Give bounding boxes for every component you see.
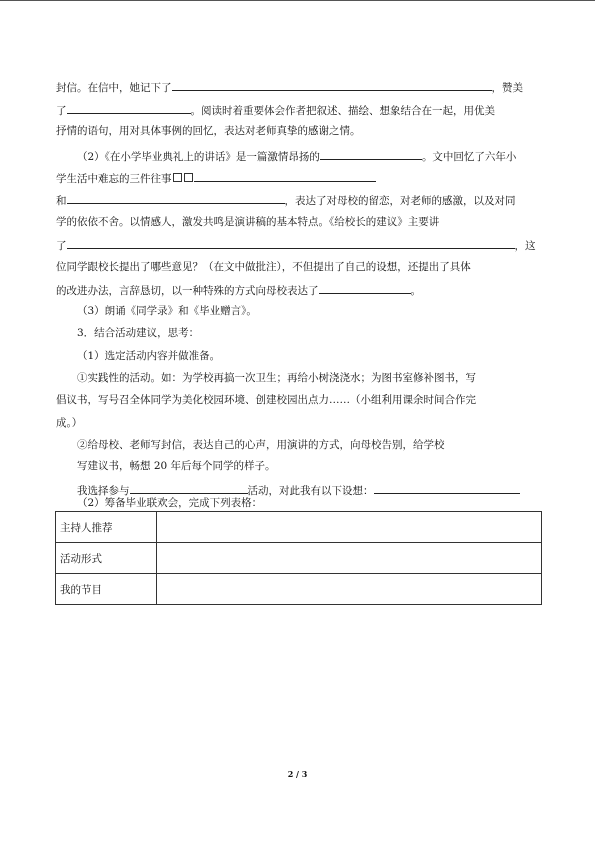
- table-row: [56, 543, 542, 574]
- text-segment: 的改进办法，言辞恳切，以一种特殊的方式向母校表达了: [56, 285, 319, 297]
- blank-box: [184, 173, 193, 182]
- table-answer-cell[interactable]: [157, 574, 542, 605]
- text-line-6: [56, 192, 516, 208]
- text-segment: ，赞美: [491, 82, 523, 94]
- text-line-15: 倡议书，写号召全体同学为美化校园环境、创建校园出点力……（小组利用课余时间合作完: [56, 394, 476, 406]
- text-line-20: （2）筹备毕业联欢会，完成下列表格：: [77, 497, 263, 509]
- text-segment: 和: [56, 195, 67, 207]
- table-row: [56, 574, 542, 605]
- text-segment: 封信。在信中，她记下了: [56, 82, 172, 94]
- fill-blank[interactable]: [67, 102, 191, 114]
- text-segment: ，表达了对母校的留恋，对老师的感激，以及对同: [284, 195, 516, 207]
- text-segment: 。文中回忆了六年小: [421, 151, 517, 163]
- page-number: 2 / 3: [287, 769, 308, 779]
- text-segment: 。阅读时着重要体会作者把叙述、描绘、想象结合在一起，用优美: [190, 105, 495, 117]
- text-line-2: [56, 102, 495, 118]
- table-answer-cell[interactable]: [157, 512, 542, 543]
- text-segment: ，这: [514, 240, 536, 252]
- text-segment: 学生活中难忘的三件往事: [56, 173, 172, 185]
- fill-blank[interactable]: [194, 170, 376, 182]
- fill-blank[interactable]: [320, 148, 422, 160]
- fill-blank[interactable]: [374, 482, 520, 494]
- text-line-13: （1）选定活动内容并做准备。: [77, 350, 221, 362]
- blank-box: [173, 173, 182, 182]
- text-line-8: [56, 237, 536, 253]
- text-line-4: [77, 148, 516, 164]
- text-line-12: 3．结合活动建议，思考：: [77, 327, 200, 339]
- fill-blank[interactable]: [67, 237, 515, 249]
- text-segment: 了: [56, 240, 67, 252]
- text-line-14: ①实践性的活动。如：为学校再搞一次卫生；再给小树浇浇水；为图书室修补图书，写: [77, 372, 476, 384]
- table-label-cell: 主持人推荐: [56, 512, 157, 543]
- table-label-cell: 我的节目: [56, 574, 157, 605]
- text-line-3: 抒情的语句，用对具体事例的回忆，表达对老师真挚的感谢之情。: [56, 125, 361, 137]
- page-top-border: [0, 0, 595, 1]
- text-line-9: 位同学跟校长提出了哪些意见？（在文中做批注），不但提出了自己的设想，还提出了具体: [56, 261, 471, 273]
- fill-blank[interactable]: [319, 282, 411, 294]
- text-line-16: 成。）: [56, 417, 83, 429]
- text-line-18: 写建议书，畅想 20 年后每个同学的样子。: [77, 460, 276, 472]
- text-line-5: [56, 170, 376, 186]
- table-answer-cell[interactable]: [157, 543, 542, 574]
- text-line-10: [56, 282, 421, 298]
- fill-blank[interactable]: [67, 192, 285, 204]
- fill-blank[interactable]: [130, 482, 248, 494]
- text-line-7: 学的依依不舍。以情感人，激发共鸣是演讲稿的基本特点。《给校长的建议》主要讲: [56, 216, 440, 228]
- text-segment: 活动，对此我有以下设想：: [247, 485, 374, 497]
- text-segment: 我选择参与: [77, 485, 130, 497]
- table-row: [56, 512, 542, 543]
- party-planning-table: [55, 511, 542, 605]
- text-line-17: ②给母校、老师写封信，表达自己的心声，用演讲的方式，向母校告别，给学校: [77, 439, 445, 451]
- text-line-1: [56, 79, 523, 95]
- text-line-11: （3）朗诵《同学录》和《毕业赠言》。: [77, 305, 257, 317]
- text-segment: 。: [410, 285, 421, 297]
- fill-blank[interactable]: [172, 79, 492, 91]
- text-segment: （2）《在小学毕业典礼上的讲话》是一篇激情昂扬的: [77, 151, 320, 163]
- table-label-cell: 活动形式: [56, 543, 157, 574]
- text-segment: 了: [56, 105, 67, 117]
